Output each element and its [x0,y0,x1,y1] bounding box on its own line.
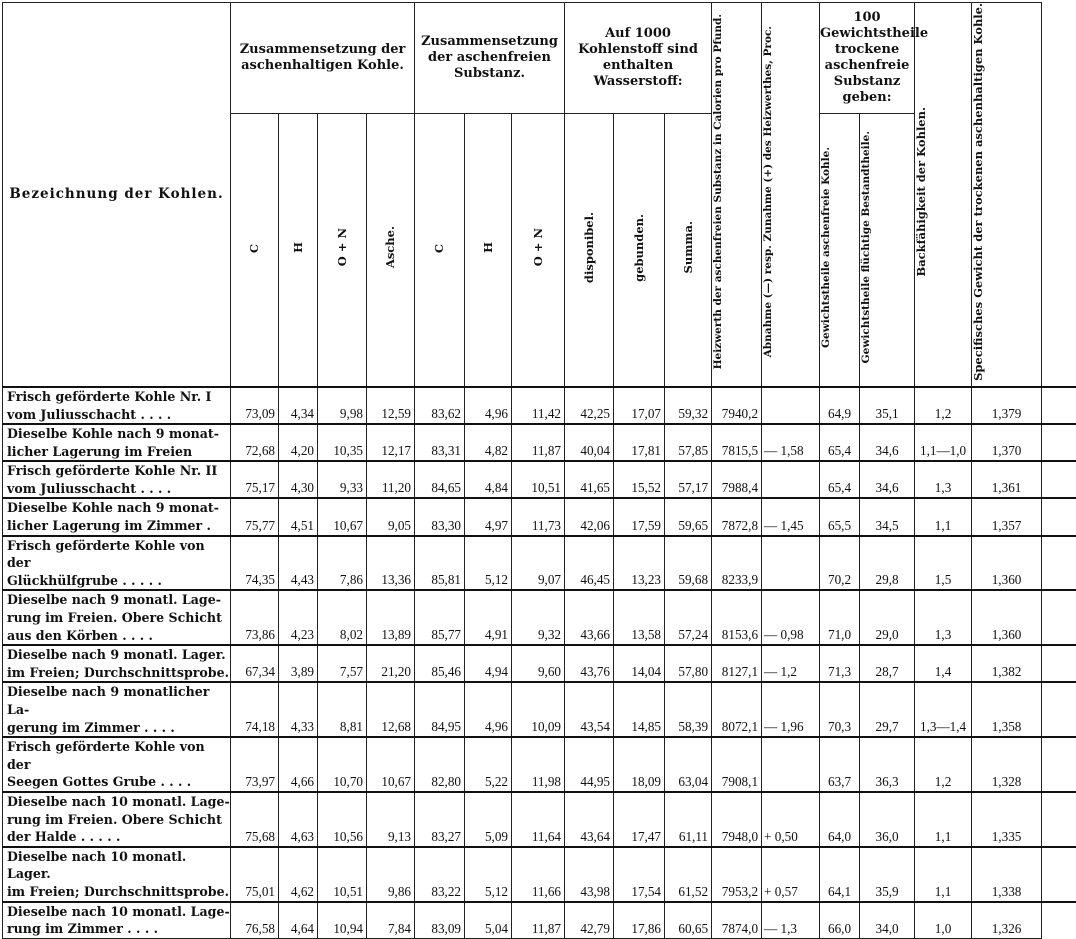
cell-c: 75,01 [231,847,279,902]
row-name [3,847,231,902]
cell-bound: 17,54 [614,847,665,902]
cell-coke: 70,2 [820,536,860,591]
cell-sum: 63,04 [665,737,712,792]
cell-c2: 84,95 [415,682,465,737]
cell-h2: 4,96 [465,387,512,424]
cell-sum: 59,65 [665,498,712,535]
cell-bak: 1,1—1,0 [915,424,972,461]
cell-bak: 1,4 [915,645,972,682]
cell-bak: 1,3 [915,590,972,645]
header-heat-label: Heizwerth der aschenfreien Substanz in Calorien pro Pfund. [712,14,882,369]
cell-c: 75,17 [231,461,279,498]
cell-coke: 65,4 [820,424,860,461]
header-group-weight: 100 Gewichtstheile trockene aschenfreie Substanz geben: [820,3,915,114]
table-row [3,498,1076,535]
header-baking-label: Backfähigkeit der Kohlen. [915,107,1075,277]
cell-bak: 1,5 [915,536,972,591]
cell-c2: 85,77 [415,590,465,645]
cell-bound: 17,59 [614,498,665,535]
cell-c: 67,34 [231,645,279,682]
cell-chg: — 1,3 [762,902,820,939]
cell-ash: 9,13 [367,792,415,847]
cell-h: 4,30 [279,461,318,498]
cell-heat: 7908,1 [712,737,762,792]
cell-heat: 7815,5 [712,424,762,461]
header-on [318,114,367,387]
cell-on: 9,33 [318,461,367,498]
cell-on: 10,67 [318,498,367,535]
cell-chg: — 1,45 [762,498,820,535]
cell-on2: 11,87 [512,424,565,461]
table-row [3,847,1076,902]
header-disp [565,114,614,387]
cell-coke: 71,3 [820,645,860,682]
cell-c2: 83,62 [415,387,465,424]
row-name-line: vom Juliusschacht . . . . [7,480,230,498]
header-sum [665,114,712,387]
row-name-line: Frisch geförderte Kohle Nr. II [7,462,230,480]
row-name-line: vom Juliusschacht . . . . [7,406,230,424]
row-name [3,682,231,737]
cell-c2: 85,46 [415,645,465,682]
cell-disp: 43,76 [565,645,614,682]
cell-vol: 29,8 [860,536,915,591]
cell-bak: 1,2 [915,387,972,424]
header-group-ashfree: Zusammensetzung der aschenfreien Substanz. [415,3,565,114]
cell-sg: 1,360 [972,536,1042,591]
cell-sg: 1,382 [972,645,1042,682]
cell-ash: 21,20 [367,645,415,682]
cell-c2: 83,27 [415,792,465,847]
row-name-line: Dieselbe nach 9 monatl. Lage- [7,591,230,609]
header-name [3,3,231,387]
cell-chg [762,387,820,424]
cell-c: 76,58 [231,902,279,939]
header-bound [614,114,665,387]
header-h2-label: H [482,242,495,253]
cell-on: 10,56 [318,792,367,847]
cell-sg: 1,360 [972,590,1042,645]
cell-chg: — 1,96 [762,682,820,737]
cell-ash: 12,68 [367,682,415,737]
row-name-line: Dieselbe nach 9 monatlicher La- [7,683,230,718]
cell-h2: 4,97 [465,498,512,535]
row-name-line: Glückhülfgrube . . . . . [7,572,230,590]
cell-coke: 64,9 [820,387,860,424]
cell-heat: 7953,2 [712,847,762,902]
cell-on2: 11,64 [512,792,565,847]
cell-on2: 11,98 [512,737,565,792]
row-name-line: licher Lagerung im Freien [7,443,230,461]
table-row [3,424,1076,461]
cell-coke: 70,3 [820,682,860,737]
cell-h: 4,64 [279,902,318,939]
cell-chg: — 1,58 [762,424,820,461]
row-name [3,590,231,645]
row-name-line: Dieselbe nach 10 monatl. Lager. [7,848,230,883]
header-group-hydrogen: Auf 1000 Kohlenstoff sind enthalten Wasserstoff: [565,3,712,114]
cell-disp: 46,45 [565,536,614,591]
cell-h: 4,51 [279,498,318,535]
cell-c: 73,09 [231,387,279,424]
table-row [3,792,1076,847]
cell-bound: 17,07 [614,387,665,424]
row-name-line: rung im Zimmer . . . . [7,920,230,938]
row-name [3,902,231,939]
cell-disp: 43,98 [565,847,614,902]
cell-h2: 4,94 [465,645,512,682]
row-name-line: Dieselbe nach 10 monatl. Lage- [7,793,230,811]
cell-on: 7,57 [318,645,367,682]
row-name [3,737,231,792]
cell-on2: 9,60 [512,645,565,682]
row-name-line: Seegen Gottes Grube . . . . [7,773,230,791]
table-row [3,682,1076,737]
cell-c2: 83,30 [415,498,465,535]
cell-chg: + 0,50 [762,792,820,847]
cell-sg: 1,335 [972,792,1042,847]
header-bound-label: gebunden. [633,214,646,282]
cell-c2: 83,09 [415,902,465,939]
cell-h2: 4,82 [465,424,512,461]
row-name-line: aus den Körben . . . . [7,627,230,645]
cell-sg: 1,358 [972,682,1042,737]
cell-ash: 12,17 [367,424,415,461]
cell-coke: 65,5 [820,498,860,535]
cell-vol: 34,6 [860,461,915,498]
cell-vol: 35,9 [860,847,915,902]
cell-bak: 1,0 [915,902,972,939]
row-name [3,387,231,424]
row-name-line: licher Lagerung im Zimmer . [7,517,230,535]
cell-bound: 13,58 [614,590,665,645]
header-change [762,3,820,387]
cell-on2: 9,07 [512,536,565,591]
row-name [3,536,231,591]
cell-ash: 7,84 [367,902,415,939]
row-name [3,424,231,461]
cell-on: 10,35 [318,424,367,461]
cell-bound: 14,85 [614,682,665,737]
cell-ash: 13,89 [367,590,415,645]
cell-c: 74,35 [231,536,279,591]
cell-bak: 1,1 [915,847,972,902]
row-name [3,461,231,498]
cell-sg: 1,338 [972,847,1042,902]
header-name-label: Bezeichnung der Kohlen. [9,186,223,202]
header-on-label: O + N [336,228,349,266]
cell-sum: 60,65 [665,902,712,939]
header-disp-label: disponibel. [583,212,596,283]
cell-ash: 13,36 [367,536,415,591]
cell-bound: 17,86 [614,902,665,939]
cell-sg: 1,379 [972,387,1042,424]
cell-c2: 84,65 [415,461,465,498]
cell-sum: 57,24 [665,590,712,645]
cell-coke: 64,1 [820,847,860,902]
cell-chg [762,737,820,792]
cell-h: 4,43 [279,536,318,591]
header-gravity [972,3,1042,387]
header-c [231,114,279,387]
cell-disp: 40,04 [565,424,614,461]
cell-on: 8,02 [318,590,367,645]
cell-bound: 17,47 [614,792,665,847]
row-name [3,792,231,847]
cell-vol: 36,0 [860,792,915,847]
cell-on: 9,98 [318,387,367,424]
cell-h2: 5,22 [465,737,512,792]
cell-vol: 34,0 [860,902,915,939]
header-h-label: H [292,242,305,253]
row-name-line: Dieselbe nach 9 monatl. Lager. [7,646,230,664]
cell-ash: 10,67 [367,737,415,792]
table-row [3,902,1076,939]
row-name-line: Frisch geförderte Kohle von der [7,537,230,572]
cell-ash: 12,59 [367,387,415,424]
cell-chg: — 0,98 [762,590,820,645]
cell-sum: 61,52 [665,847,712,902]
cell-sum: 61,11 [665,792,712,847]
cell-disp: 42,25 [565,387,614,424]
cell-on: 10,70 [318,737,367,792]
cell-on2: 10,09 [512,682,565,737]
cell-coke: 63,7 [820,737,860,792]
cell-sum: 58,39 [665,682,712,737]
header-ash-label: Asche. [384,226,397,268]
cell-c: 74,18 [231,682,279,737]
cell-c: 75,77 [231,498,279,535]
cell-h: 4,33 [279,682,318,737]
header-sum-label: Summa. [682,221,695,273]
cell-h: 4,20 [279,424,318,461]
header-h [279,114,318,387]
row-name-line: im Freien; Durchschnittsprobe. [7,883,230,901]
cell-bak: 1,1 [915,498,972,535]
row-name-line: Dieselbe Kohle nach 9 monat- [7,425,230,443]
cell-ash: 9,05 [367,498,415,535]
cell-sum: 57,17 [665,461,712,498]
row-name [3,645,231,682]
header-on2-label: O + N [532,228,545,266]
cell-coke: 64,0 [820,792,860,847]
cell-chg [762,461,820,498]
cell-c: 73,97 [231,737,279,792]
cell-sg: 1,328 [972,737,1042,792]
row-name-line: gerung im Zimmer . . . . [7,719,230,737]
cell-on: 8,81 [318,682,367,737]
header-group-ash: Zusammensetzung der aschenhaltigen Kohle. [231,3,415,114]
row-name-line: rung im Freien. Obere Schicht [7,609,230,627]
row-name-line: Dieselbe Kohle nach 9 monat- [7,499,230,517]
cell-vol: 28,7 [860,645,915,682]
table-body [3,387,1076,938]
cell-disp: 43,66 [565,590,614,645]
cell-sg: 1,357 [972,498,1042,535]
header-gravity-label: Specifisches Gewicht der trockenen aschenhaltigen Kohle. [972,3,1076,381]
cell-chg: — 1,2 [762,645,820,682]
cell-on2: 11,73 [512,498,565,535]
row-name-line: rung im Freien. Obere Schicht [7,811,230,829]
cell-disp: 44,95 [565,737,614,792]
cell-on2: 11,66 [512,847,565,902]
cell-h: 4,63 [279,792,318,847]
cell-h: 4,62 [279,847,318,902]
cell-bak: 1,3—1,4 [915,682,972,737]
cell-h2: 4,91 [465,590,512,645]
cell-vol: 36,3 [860,737,915,792]
cell-heat: 8072,1 [712,682,762,737]
cell-heat: 7940,2 [712,387,762,424]
header-c-label: C [248,244,261,253]
row-name-line: im Freien; Durchschnittsprobe. [7,664,230,682]
cell-heat: 7872,8 [712,498,762,535]
cell-h: 3,89 [279,645,318,682]
cell-coke: 65,4 [820,461,860,498]
cell-ash: 9,86 [367,847,415,902]
cell-sum: 57,80 [665,645,712,682]
cell-c2: 83,31 [415,424,465,461]
cell-h: 4,34 [279,387,318,424]
cell-c: 72,68 [231,424,279,461]
cell-sum: 59,32 [665,387,712,424]
cell-h2: 5,12 [465,536,512,591]
cell-sg: 1,361 [972,461,1042,498]
coal-analysis-table [2,2,1076,939]
cell-bound: 13,23 [614,536,665,591]
header-c2 [415,114,465,387]
header-c2-label: C [433,244,446,253]
cell-heat: 8127,1 [712,645,762,682]
cell-disp: 43,64 [565,792,614,847]
header-volatile-label: Gewichtstheile flüchtige Bestandtheile. [860,131,960,363]
cell-disp: 41,65 [565,461,614,498]
cell-on: 7,86 [318,536,367,591]
cell-vol: 29,7 [860,682,915,737]
table-row [3,387,1076,424]
cell-disp: 42,79 [565,902,614,939]
cell-vol: 29,0 [860,590,915,645]
cell-bound: 17,81 [614,424,665,461]
header-h2 [465,114,512,387]
cell-coke: 71,0 [820,590,860,645]
cell-on: 10,51 [318,847,367,902]
table-row [3,590,1076,645]
cell-heat: 7988,4 [712,461,762,498]
cell-disp: 42,06 [565,498,614,535]
cell-sg: 1,370 [972,424,1042,461]
cell-c2: 82,80 [415,737,465,792]
cell-sg: 1,326 [972,902,1042,939]
header-coke [820,114,860,387]
row-name [3,498,231,535]
cell-c: 75,68 [231,792,279,847]
cell-h2: 4,96 [465,682,512,737]
cell-c2: 85,81 [415,536,465,591]
cell-c: 73,86 [231,590,279,645]
cell-on2: 10,51 [512,461,565,498]
table-row [3,645,1076,682]
table-row [3,536,1076,591]
cell-h2: 5,09 [465,792,512,847]
cell-bak: 1,2 [915,737,972,792]
cell-on2: 11,42 [512,387,565,424]
cell-bak: 1,3 [915,461,972,498]
cell-heat: 7948,0 [712,792,762,847]
cell-h: 4,23 [279,590,318,645]
cell-heat: 8153,6 [712,590,762,645]
row-name-line: Dieselbe nach 10 monatl. Lage- [7,903,230,921]
cell-heat: 7874,0 [712,902,762,939]
cell-chg [762,536,820,591]
header-change-label: Abnahme (—) resp. Zunahme (+) des Heizwerthes, Proc. [762,26,932,357]
cell-vol: 35,1 [860,387,915,424]
cell-sum: 59,68 [665,536,712,591]
cell-h2: 5,12 [465,847,512,902]
cell-c2: 83,22 [415,847,465,902]
cell-bound: 18,09 [614,737,665,792]
cell-on2: 9,32 [512,590,565,645]
cell-h: 4,66 [279,737,318,792]
header-coke-label: Gewichtstheile aschenfreie Kohle. [820,147,920,348]
cell-on: 10,94 [318,902,367,939]
row-name-line: Frisch geförderte Kohle Nr. I [7,388,230,406]
cell-heat: 8233,9 [712,536,762,591]
table-row [3,461,1076,498]
cell-coke: 66,0 [820,902,860,939]
row-name-line: der Halde . . . . . [7,828,230,846]
header-ash [367,114,415,387]
cell-chg: + 0,57 [762,847,820,902]
header-heat [712,3,762,387]
cell-h2: 4,84 [465,461,512,498]
cell-bak: 1,1 [915,792,972,847]
cell-vol: 34,6 [860,424,915,461]
row-name-line: Frisch geförderte Kohle von der [7,738,230,773]
cell-sum: 57,85 [665,424,712,461]
cell-on2: 11,87 [512,902,565,939]
cell-bound: 14,04 [614,645,665,682]
header-volatile [860,114,915,387]
header-on2 [512,114,565,387]
cell-disp: 43,54 [565,682,614,737]
cell-vol: 34,5 [860,498,915,535]
cell-bound: 15,52 [614,461,665,498]
cell-ash: 11,20 [367,461,415,498]
table-row [3,737,1076,792]
cell-h2: 5,04 [465,902,512,939]
